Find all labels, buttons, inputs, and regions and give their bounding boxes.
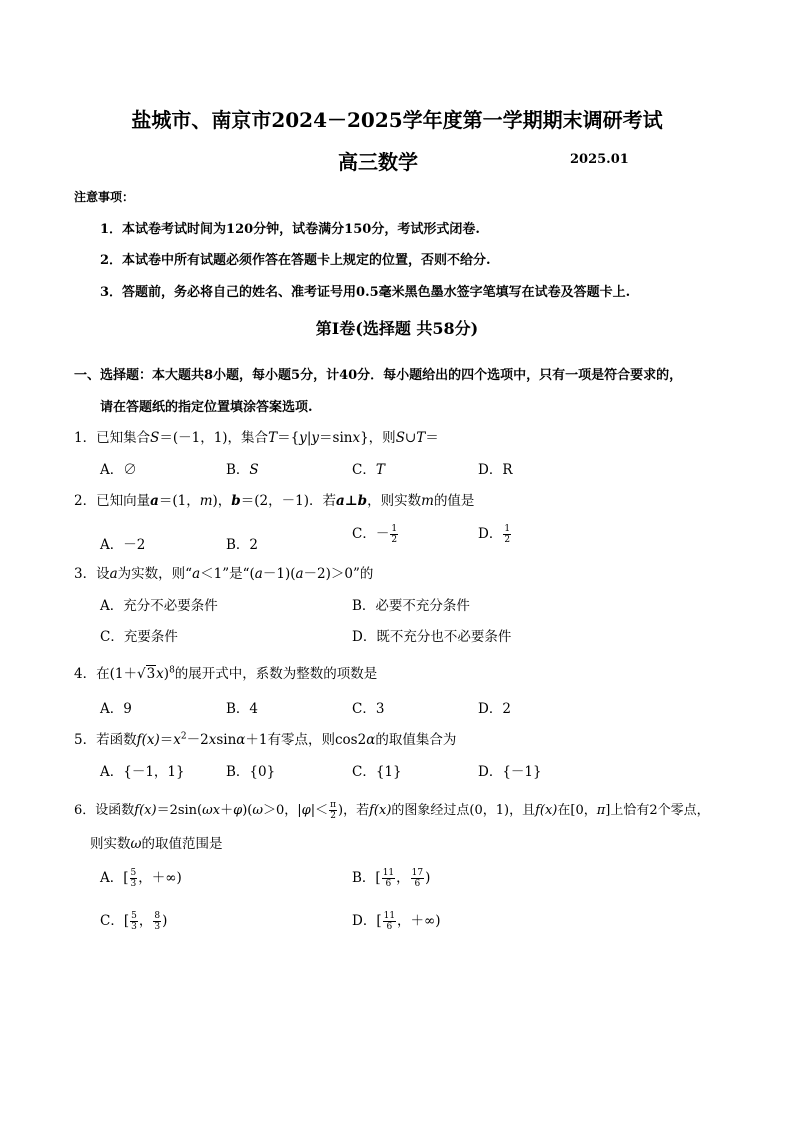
option-c: C．3: [352, 701, 385, 717]
fraction: $\frac{5}{3}$: [130, 868, 137, 889]
option-c: C．－ $\frac{1}{2}$: [352, 524, 398, 545]
question-4-stem: 4．在$(1+√3x)^8$的展开式中，系数为整数的项数是: [74, 665, 378, 682]
option-c: C．{1}: [352, 764, 402, 780]
option-c: C．[ $\frac{5}{3}$ ， $\frac{8}{3}$ ): [100, 911, 168, 932]
fraction: $\frac{1}{2}$: [391, 524, 398, 545]
section-title: 第Ⅰ卷(选择题 共58分): [315, 319, 479, 338]
question-6-stem-cont: 则实数ω的取值范围是: [90, 836, 223, 852]
option-a: A．∅: [100, 462, 137, 478]
fraction: $\frac{5}{3}$: [131, 911, 137, 932]
notice-title: 注意事项：: [74, 190, 135, 204]
option-a: A．{－1，1}: [100, 764, 185, 780]
option-b: B．4: [226, 701, 259, 717]
fraction: $\frac{\pi}{2}$: [330, 800, 337, 821]
exam-date: 2025.01: [570, 152, 629, 167]
option-d: D．{－1}: [478, 764, 542, 780]
question-6-stem: 6．设函数f(x)＝2sin(ωx＋φ)(ω＞0，|φ|＜ $\frac{\pi}{2}$ )，若f(x)的图象经过点(0，1)，且f(x)在[0，π]上恰有2个零点，: [74, 800, 710, 821]
question-1-stem: 1．已知集合S＝(－1，1)，集合T＝{y|y＝sinx}，则S∪T＝: [74, 430, 439, 446]
option-c: C．充要条件: [100, 629, 178, 645]
option-a: A．充分不必要条件: [100, 598, 218, 614]
option-b: B．{0}: [226, 764, 276, 780]
option-d: D．R: [478, 462, 513, 478]
option-b: B．S: [226, 462, 259, 478]
exam-title: 盐城市、南京市2024－2025学年度第一学期期末调研考试: [131, 108, 663, 132]
question-3-stem: 3．设a为实数，则“a＜1”是“(a－1)(a－2)＞0”的: [74, 566, 374, 582]
fraction: $\frac{17}{6}$: [411, 868, 424, 889]
notice-item: 1．本试卷考试时间为120分钟，试卷满分150分，考试形式闭卷.: [100, 222, 480, 237]
option-a: A．9: [100, 701, 132, 717]
question-5-stem: 5．若函数$f(x)=x^2-2xsin\alpha+1$有零点，则cos2α的取值集合为: [74, 731, 457, 748]
section-intro: 请在答题纸的指定位置填涂答案选项.: [100, 400, 313, 415]
fraction: $\frac{11}{6}$: [382, 868, 395, 889]
option-a: A．[ $\frac{5}{3}$ ，＋∞): [100, 868, 182, 889]
fraction: $\frac{11}{6}$: [383, 911, 396, 932]
option-d: D．既不充分也不必要条件: [352, 629, 512, 645]
option-d: D．2: [478, 701, 511, 717]
sqrt-sign: √: [136, 666, 146, 682]
fraction: $\frac{1}{2}$: [504, 524, 511, 545]
exam-subject: 高三数学: [338, 150, 418, 174]
section-intro: 一、选择题：本大题共8小题，每小题5分，计40分．每小题给出的四个选项中，只有一项是符合要求的，: [74, 368, 683, 383]
notice-item: 3．答题前，务必将自己的姓名、准考证号用0.5毫米黑色墨水签字笔填写在试卷及答题卡上.: [100, 285, 631, 300]
option-b: B．必要不充分条件: [352, 598, 470, 614]
option-c: C．T: [352, 462, 385, 478]
option-b: B．[ $\frac{11}{6}$ ， $\frac{17}{6}$ ): [352, 868, 431, 889]
fraction: $\frac{8}{3}$: [154, 911, 161, 932]
notice-item: 2．本试卷中所有试题必须作答在答题卡上规定的位置，否则不给分.: [100, 253, 491, 268]
option-b: B．2: [226, 537, 259, 553]
option-d: D．[ $\frac{11}{6}$ ，＋∞): [352, 911, 441, 932]
question-2-stem: 2．已知向量a＝(1，m)，b＝(2，－1)．若a⊥b，则实数m的值是: [74, 493, 475, 509]
option-a: A．－2: [100, 537, 146, 553]
option-d: D． $\frac{1}{2}$: [478, 524, 511, 545]
